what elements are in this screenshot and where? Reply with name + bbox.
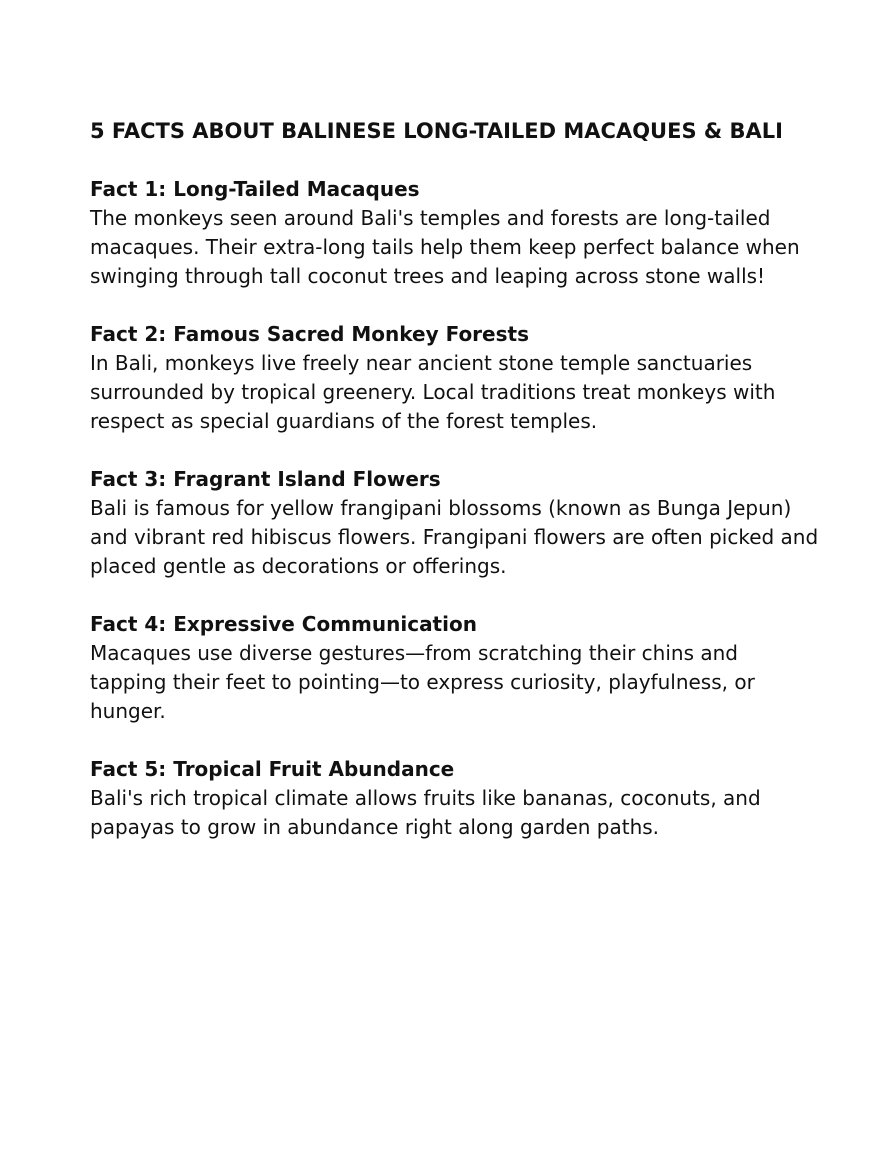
fact-body: In Bali, monkeys live freely near ancient stone temple sanctuaries surrounded by tropical greenery. Local traditions treat monkeys with respect as special guardians of the forest temples. <box>90 351 776 433</box>
fact-heading: Fact 2: Famous Sacred Monkey Forests <box>90 322 529 346</box>
fact-section-4 <box>90 610 820 726</box>
fact-body: Macaques use diverse gestures—from scratching their chins and tapping their feet to pointing—to express curiosity, playfulness, or hunger. <box>90 641 755 723</box>
fact-heading: Fact 4: Expressive Communication <box>90 612 477 636</box>
document-page <box>90 116 820 842</box>
fact-section-1 <box>90 175 820 291</box>
fact-heading: Fact 1: Long-Tailed Macaques <box>90 177 420 201</box>
fact-heading: Fact 3: Fragrant Island Flowers <box>90 467 441 491</box>
fact-section-3 <box>90 465 820 581</box>
fact-section-5 <box>90 755 820 842</box>
fact-section-2 <box>90 320 820 436</box>
fact-heading: Fact 5: Tropical Fruit Abundance <box>90 757 455 781</box>
fact-body: The monkeys seen around Bali's temples and forests are long-tailed macaques. Their extra-long tails help them keep perfect balance when swinging through tall coconut trees and leaping across stone walls! <box>90 206 800 288</box>
fact-body: Bali is famous for yellow frangipani blossoms (known as Bunga Jepun) and vibrant red hibiscus flowers. Frangipani flowers are often picked and placed gentle as decorations or offerings. <box>90 496 819 578</box>
fact-body: Bali's rich tropical climate allows fruits like bananas, coconuts, and papayas to grow in abundance right along garden paths. <box>90 786 761 839</box>
document-title: 5 FACTS ABOUT BALINESE LONG-TAILED MACAQUES & BALI <box>90 119 783 143</box>
